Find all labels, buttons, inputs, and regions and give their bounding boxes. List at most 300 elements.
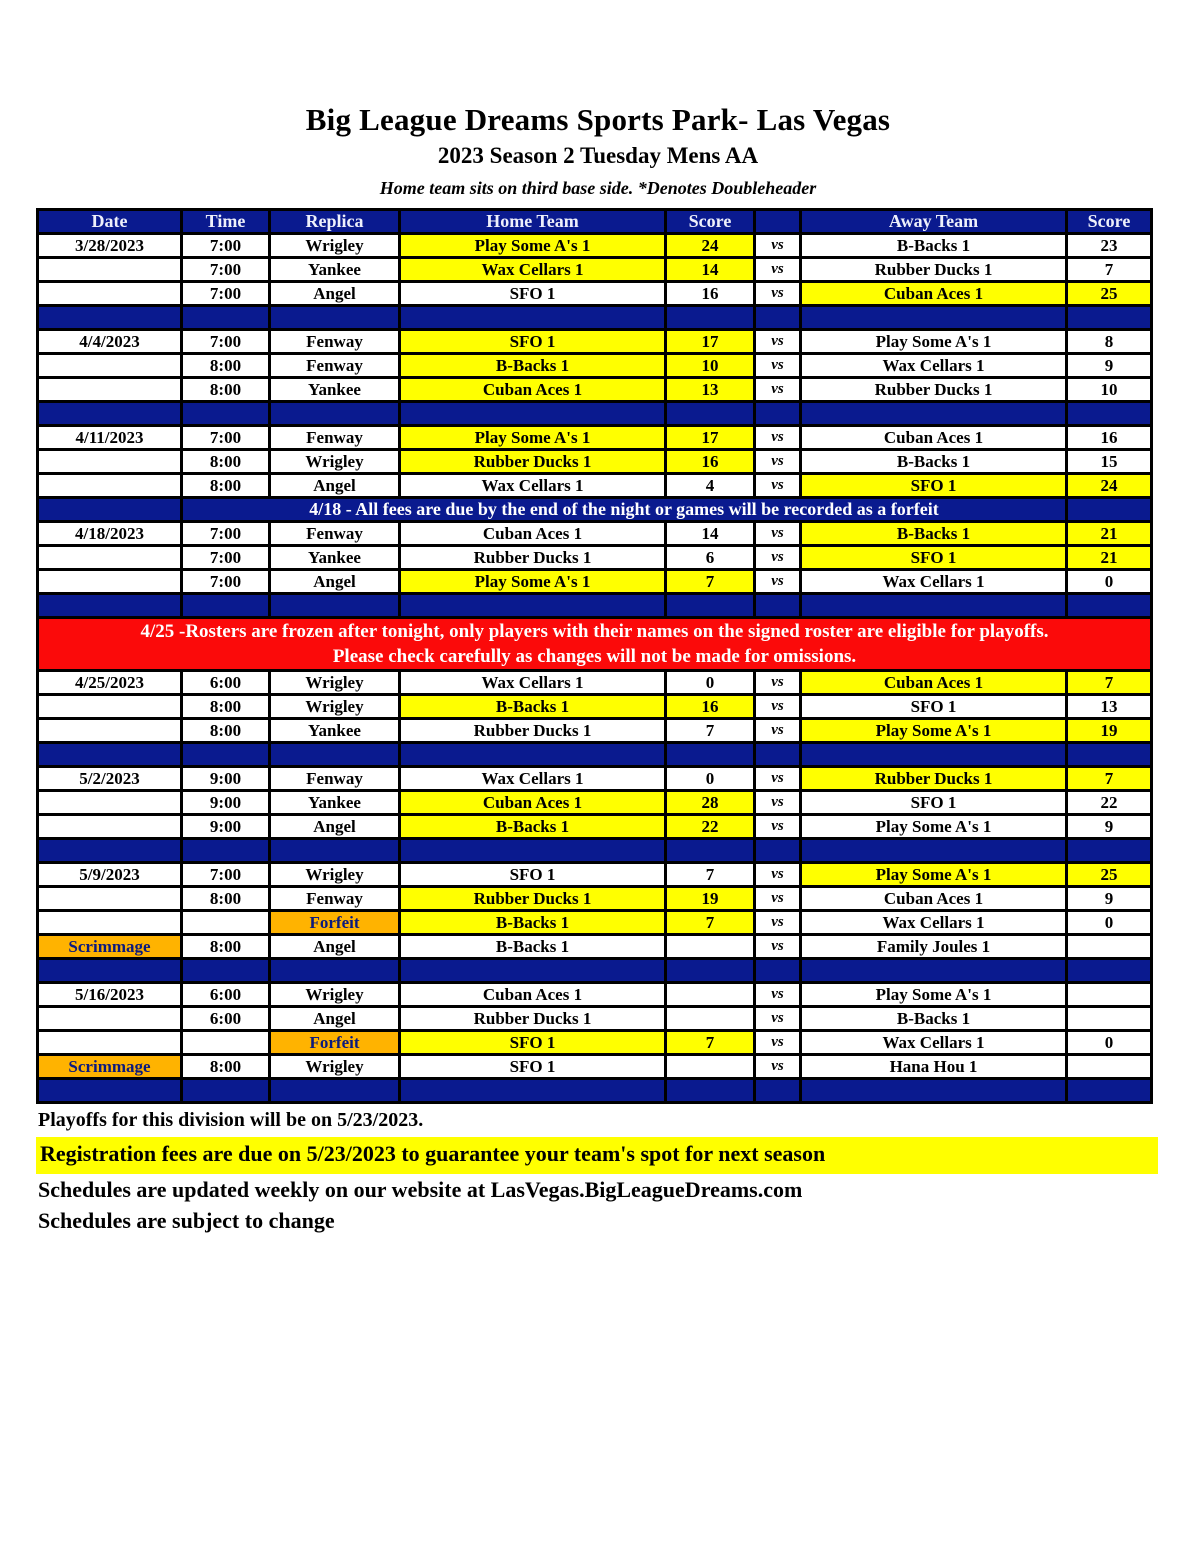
replica-cell: Fenway xyxy=(270,426,400,450)
date-cell xyxy=(38,450,182,474)
vs-cell: vs xyxy=(755,426,801,450)
away-team-cell: Wax Cellars 1 xyxy=(801,1031,1067,1055)
date-cell xyxy=(38,695,182,719)
game-row xyxy=(38,767,1152,791)
vs-cell: vs xyxy=(755,474,801,498)
away-team-cell: Hana Hou 1 xyxy=(801,1055,1067,1079)
away-team-cell: Rubber Ducks 1 xyxy=(801,378,1067,402)
time-cell: 7:00 xyxy=(182,546,270,570)
home-score-cell: 16 xyxy=(666,450,755,474)
replica-cell: Angel xyxy=(270,282,400,306)
separator-cell xyxy=(755,594,801,618)
home-team-cell: Rubber Ducks 1 xyxy=(400,546,666,570)
away-team-cell: Family Joules 1 xyxy=(801,935,1067,959)
home-score-cell: 16 xyxy=(666,695,755,719)
home-score-cell: 7 xyxy=(666,863,755,887)
home-team-cell: B-Backs 1 xyxy=(400,935,666,959)
separator-cell xyxy=(801,402,1067,426)
separator-cell xyxy=(1067,1079,1152,1103)
away-team-cell: Wax Cellars 1 xyxy=(801,354,1067,378)
time-cell: 7:00 xyxy=(182,258,270,282)
time-cell: 9:00 xyxy=(182,815,270,839)
game-row xyxy=(38,983,1152,1007)
date-cell: 5/9/2023 xyxy=(38,863,182,887)
home-score-cell: 7 xyxy=(666,570,755,594)
time-cell xyxy=(182,1031,270,1055)
notice-spacer-cell xyxy=(1067,498,1152,522)
separator-cell xyxy=(801,743,1067,767)
game-row xyxy=(38,522,1152,546)
away-score-cell xyxy=(1067,983,1152,1007)
replica-cell: Fenway xyxy=(270,354,400,378)
away-score-cell: 21 xyxy=(1067,546,1152,570)
away-score-cell xyxy=(1067,1055,1152,1079)
replica-cell: Wrigley xyxy=(270,863,400,887)
away-score-cell: 23 xyxy=(1067,234,1152,258)
away-team-cell: SFO 1 xyxy=(801,695,1067,719)
date-cell xyxy=(38,1031,182,1055)
time-cell: 6:00 xyxy=(182,671,270,695)
column-header-away-team-away: Away Team xyxy=(801,210,1067,234)
separator-cell xyxy=(182,959,270,983)
roster-alert-line: Please check carefully as changes will not be made for omissions. xyxy=(332,646,857,667)
home-team-cell: Play Some A's 1 xyxy=(400,570,666,594)
column-header-vs-spacer xyxy=(755,210,801,234)
separator-cell xyxy=(38,743,182,767)
home-team-cell: SFO 1 xyxy=(400,330,666,354)
game-row xyxy=(38,1055,1152,1079)
separator-row xyxy=(38,594,1152,618)
date-cell xyxy=(38,911,182,935)
away-score-cell: 7 xyxy=(1067,671,1152,695)
notice-spacer-cell xyxy=(38,498,182,522)
separator-cell xyxy=(755,1079,801,1103)
home-team-cell: B-Backs 1 xyxy=(400,815,666,839)
separator-cell xyxy=(1067,743,1152,767)
home-team-cell: Wax Cellars 1 xyxy=(400,767,666,791)
home-score-cell: 14 xyxy=(666,522,755,546)
home-score-cell: 17 xyxy=(666,426,755,450)
forfeit-label-cell: Forfeit xyxy=(270,1031,400,1055)
game-row xyxy=(38,474,1152,498)
time-cell: 9:00 xyxy=(182,767,270,791)
separator-cell xyxy=(182,743,270,767)
home-team-cell: SFO 1 xyxy=(400,1055,666,1079)
roster-alert xyxy=(38,618,1152,671)
date-cell: 4/25/2023 xyxy=(38,671,182,695)
home-team-cell: Wax Cellars 1 xyxy=(400,258,666,282)
separator-row xyxy=(38,743,1152,767)
separator-cell xyxy=(38,594,182,618)
separator-cell xyxy=(666,306,755,330)
game-row xyxy=(38,1007,1152,1031)
home-score-cell: 6 xyxy=(666,546,755,570)
game-row xyxy=(38,426,1152,450)
home-score-cell: 24 xyxy=(666,234,755,258)
replica-cell: Wrigley xyxy=(270,695,400,719)
time-cell: 8:00 xyxy=(182,695,270,719)
replica-cell: Fenway xyxy=(270,767,400,791)
vs-cell: vs xyxy=(755,378,801,402)
playoffs-note: Playoffs for this division will be on 5/23/2023. xyxy=(38,1109,424,1131)
date-cell xyxy=(38,719,182,743)
separator-cell xyxy=(182,839,270,863)
table-body xyxy=(38,234,1152,1103)
home-team-cell: B-Backs 1 xyxy=(400,695,666,719)
game-row xyxy=(38,546,1152,570)
separator-cell xyxy=(400,839,666,863)
vs-cell: vs xyxy=(755,450,801,474)
away-score-cell: 0 xyxy=(1067,570,1152,594)
separator-cell xyxy=(270,306,400,330)
away-score-cell: 10 xyxy=(1067,378,1152,402)
date-cell xyxy=(38,282,182,306)
separator-cell xyxy=(801,594,1067,618)
replica-cell: Fenway xyxy=(270,522,400,546)
time-cell xyxy=(182,911,270,935)
separator-cell xyxy=(666,743,755,767)
home-team-cell: B-Backs 1 xyxy=(400,911,666,935)
home-team-cell: Rubber Ducks 1 xyxy=(400,887,666,911)
home-score-cell: 22 xyxy=(666,815,755,839)
time-cell: 7:00 xyxy=(182,522,270,546)
separator-row xyxy=(38,306,1152,330)
home-score-cell: 14 xyxy=(666,258,755,282)
header-row xyxy=(38,210,1152,234)
separator-cell xyxy=(270,1079,400,1103)
away-team-cell: Play Some A's 1 xyxy=(801,719,1067,743)
home-team-cell: SFO 1 xyxy=(400,1031,666,1055)
separator-cell xyxy=(400,306,666,330)
vs-cell: vs xyxy=(755,719,801,743)
separator-cell xyxy=(801,306,1067,330)
home-team-cell: Rubber Ducks 1 xyxy=(400,719,666,743)
subject-note: Schedules are subject to change xyxy=(38,1208,335,1233)
separator-cell xyxy=(1067,306,1152,330)
separator-cell xyxy=(270,959,400,983)
date-cell xyxy=(38,378,182,402)
home-score-cell xyxy=(666,1007,755,1031)
column-header-replica: Replica xyxy=(270,210,400,234)
game-row xyxy=(38,935,1152,959)
home-score-cell: 28 xyxy=(666,791,755,815)
away-team-cell: Wax Cellars 1 xyxy=(801,911,1067,935)
game-row xyxy=(38,258,1152,282)
date-cell xyxy=(38,815,182,839)
date-cell: 5/2/2023 xyxy=(38,767,182,791)
away-score-cell: 22 xyxy=(1067,791,1152,815)
vs-cell: vs xyxy=(755,1031,801,1055)
home-score-cell: 7 xyxy=(666,911,755,935)
column-header-score: Score xyxy=(666,210,755,234)
vs-cell: vs xyxy=(755,282,801,306)
column-header-time: Time xyxy=(182,210,270,234)
vs-cell: vs xyxy=(755,1055,801,1079)
replica-cell: Yankee xyxy=(270,258,400,282)
away-score-cell: 7 xyxy=(1067,258,1152,282)
away-team-cell: Rubber Ducks 1 xyxy=(801,258,1067,282)
away-team-cell: Cuban Aces 1 xyxy=(801,426,1067,450)
date-cell: 4/11/2023 xyxy=(38,426,182,450)
vs-cell: vs xyxy=(755,911,801,935)
separator-cell xyxy=(801,1079,1067,1103)
time-cell: 7:00 xyxy=(182,426,270,450)
away-score-cell: 25 xyxy=(1067,863,1152,887)
away-score-cell: 19 xyxy=(1067,719,1152,743)
notice-row xyxy=(38,498,1152,522)
time-cell: 8:00 xyxy=(182,474,270,498)
scrimmage-label-cell: Scrimmage xyxy=(38,935,182,959)
separator-cell xyxy=(38,1079,182,1103)
registration-note: Registration fees are due on 5/23/2023 to guarantee your team's spot for next season xyxy=(36,1137,1158,1174)
game-row xyxy=(38,911,1152,935)
away-team-cell: Cuban Aces 1 xyxy=(801,282,1067,306)
away-team-cell: Play Some A's 1 xyxy=(801,330,1067,354)
replica-cell: Fenway xyxy=(270,330,400,354)
replica-cell: Yankee xyxy=(270,378,400,402)
game-row xyxy=(38,330,1152,354)
away-team-cell: Rubber Ducks 1 xyxy=(801,767,1067,791)
separator-cell xyxy=(270,839,400,863)
vs-cell: vs xyxy=(755,330,801,354)
separator-cell xyxy=(400,402,666,426)
home-score-cell: 7 xyxy=(666,719,755,743)
home-score-cell: 10 xyxy=(666,354,755,378)
separator-cell xyxy=(182,402,270,426)
home-score-cell xyxy=(666,935,755,959)
separator-cell xyxy=(1067,402,1152,426)
time-cell: 7:00 xyxy=(182,234,270,258)
home-team-cell: Cuban Aces 1 xyxy=(400,791,666,815)
game-row xyxy=(38,791,1152,815)
replica-cell: Wrigley xyxy=(270,1055,400,1079)
column-header-home-team: Home Team xyxy=(400,210,666,234)
vs-cell: vs xyxy=(755,767,801,791)
replica-cell: Yankee xyxy=(270,546,400,570)
replica-cell: Angel xyxy=(270,935,400,959)
home-score-cell: 4 xyxy=(666,474,755,498)
replica-cell: Yankee xyxy=(270,719,400,743)
page-subtitle: 2023 Season 2 Tuesday Mens AA xyxy=(437,143,759,168)
column-header-score-away: Score xyxy=(1067,210,1152,234)
replica-cell: Wrigley xyxy=(270,671,400,695)
separator-cell xyxy=(755,959,801,983)
vs-cell: vs xyxy=(755,234,801,258)
separator-row xyxy=(38,959,1152,983)
game-row xyxy=(38,450,1152,474)
time-cell: 7:00 xyxy=(182,282,270,306)
away-score-cell: 24 xyxy=(1067,474,1152,498)
time-cell: 8:00 xyxy=(182,1055,270,1079)
date-cell: 4/18/2023 xyxy=(38,522,182,546)
game-row xyxy=(38,234,1152,258)
home-team-cell: Play Some A's 1 xyxy=(400,426,666,450)
separator-cell xyxy=(400,594,666,618)
separator-cell xyxy=(400,959,666,983)
separator-cell xyxy=(801,839,1067,863)
separator-cell xyxy=(666,839,755,863)
separator-cell xyxy=(270,402,400,426)
away-team-cell: Play Some A's 1 xyxy=(801,815,1067,839)
table-header xyxy=(38,210,1152,234)
time-cell: 8:00 xyxy=(182,719,270,743)
fees-notice: 4/18 - All fees are due by the end of the night or games will be recorded as a forfeit xyxy=(182,498,1067,522)
time-cell: 8:00 xyxy=(182,887,270,911)
home-team-cell: Rubber Ducks 1 xyxy=(400,1007,666,1031)
home-team-cell: Wax Cellars 1 xyxy=(400,671,666,695)
away-score-cell: 25 xyxy=(1067,282,1152,306)
home-team-cell: Cuban Aces 1 xyxy=(400,522,666,546)
game-row xyxy=(38,887,1152,911)
away-team-cell: SFO 1 xyxy=(801,546,1067,570)
away-score-cell xyxy=(1067,935,1152,959)
separator-cell xyxy=(755,743,801,767)
time-cell: 6:00 xyxy=(182,983,270,1007)
date-cell xyxy=(38,258,182,282)
away-team-cell: Play Some A's 1 xyxy=(801,983,1067,1007)
vs-cell: vs xyxy=(755,815,801,839)
date-cell: 3/28/2023 xyxy=(38,234,182,258)
time-cell: 7:00 xyxy=(182,570,270,594)
separator-cell xyxy=(38,839,182,863)
scrimmage-label-cell: Scrimmage xyxy=(38,1055,182,1079)
replica-cell: Angel xyxy=(270,1007,400,1031)
date-cell xyxy=(38,887,182,911)
vs-cell: vs xyxy=(755,354,801,378)
vs-cell: vs xyxy=(755,671,801,695)
home-score-cell: 0 xyxy=(666,671,755,695)
date-cell: 5/16/2023 xyxy=(38,983,182,1007)
home-score-cell: 17 xyxy=(666,330,755,354)
website-note: Schedules are updated weekly on our website at LasVegas.BigLeagueDreams.com xyxy=(38,1177,803,1202)
away-score-cell: 13 xyxy=(1067,695,1152,719)
roster-alert-line: 4/25 -Rosters are frozen after tonight, only players with their names on the signed roster are eligible for playoffs. xyxy=(140,621,1049,642)
away-score-cell: 15 xyxy=(1067,450,1152,474)
time-cell: 9:00 xyxy=(182,791,270,815)
game-row xyxy=(38,570,1152,594)
away-score-cell: 0 xyxy=(1067,911,1152,935)
home-team-cell: Wax Cellars 1 xyxy=(400,474,666,498)
replica-cell: Wrigley xyxy=(270,450,400,474)
separator-cell xyxy=(400,1079,666,1103)
home-team-cell: Play Some A's 1 xyxy=(400,234,666,258)
vs-cell: vs xyxy=(755,935,801,959)
separator-cell xyxy=(666,1079,755,1103)
away-team-cell: SFO 1 xyxy=(801,791,1067,815)
separator-cell xyxy=(182,306,270,330)
replica-cell: Yankee xyxy=(270,791,400,815)
time-cell: 7:00 xyxy=(182,330,270,354)
separator-cell xyxy=(1067,594,1152,618)
home-team-cell: Cuban Aces 1 xyxy=(400,983,666,1007)
date-cell: 4/4/2023 xyxy=(38,330,182,354)
time-cell: 8:00 xyxy=(182,354,270,378)
game-row xyxy=(38,378,1152,402)
vs-cell: vs xyxy=(755,887,801,911)
away-team-cell: Cuban Aces 1 xyxy=(801,671,1067,695)
replica-cell: Angel xyxy=(270,570,400,594)
away-team-cell: B-Backs 1 xyxy=(801,450,1067,474)
away-score-cell: 9 xyxy=(1067,887,1152,911)
away-team-cell: Play Some A's 1 xyxy=(801,863,1067,887)
date-cell xyxy=(38,1007,182,1031)
game-row xyxy=(38,863,1152,887)
game-row xyxy=(38,354,1152,378)
time-cell: 8:00 xyxy=(182,935,270,959)
game-row xyxy=(38,1031,1152,1055)
home-team-cell: SFO 1 xyxy=(400,282,666,306)
separator-cell xyxy=(666,402,755,426)
date-cell xyxy=(38,354,182,378)
separator-cell xyxy=(400,743,666,767)
away-team-cell: SFO 1 xyxy=(801,474,1067,498)
vs-cell: vs xyxy=(755,791,801,815)
game-row xyxy=(38,719,1152,743)
date-cell xyxy=(38,791,182,815)
away-score-cell xyxy=(1067,1007,1152,1031)
away-score-cell: 16 xyxy=(1067,426,1152,450)
home-team-cell: B-Backs 1 xyxy=(400,354,666,378)
separator-cell xyxy=(755,306,801,330)
replica-cell: Angel xyxy=(270,474,400,498)
schedule-table xyxy=(36,208,1153,1104)
vs-cell: vs xyxy=(755,546,801,570)
away-team-cell: B-Backs 1 xyxy=(801,234,1067,258)
separator-cell xyxy=(755,402,801,426)
replica-cell: Fenway xyxy=(270,887,400,911)
home-team-cell: SFO 1 xyxy=(400,863,666,887)
separator-cell xyxy=(1067,839,1152,863)
home-score-cell: 16 xyxy=(666,282,755,306)
time-cell: 7:00 xyxy=(182,863,270,887)
replica-cell: Angel xyxy=(270,815,400,839)
separator-cell xyxy=(38,959,182,983)
game-row xyxy=(38,282,1152,306)
away-team-cell: Cuban Aces 1 xyxy=(801,887,1067,911)
home-team-note: Home team sits on third base side. *Denotes Doubleheader xyxy=(379,178,817,198)
separator-cell xyxy=(270,594,400,618)
date-cell xyxy=(38,546,182,570)
away-team-cell: Wax Cellars 1 xyxy=(801,570,1067,594)
separator-cell xyxy=(38,402,182,426)
separator-row xyxy=(38,1079,1152,1103)
separator-row xyxy=(38,402,1152,426)
time-cell: 8:00 xyxy=(182,378,270,402)
date-cell xyxy=(38,570,182,594)
away-score-cell: 7 xyxy=(1067,767,1152,791)
separator-cell xyxy=(1067,959,1152,983)
vs-cell: vs xyxy=(755,983,801,1007)
game-row xyxy=(38,815,1152,839)
away-score-cell: 0 xyxy=(1067,1031,1152,1055)
separator-cell xyxy=(38,306,182,330)
away-score-cell: 8 xyxy=(1067,330,1152,354)
home-team-cell: Rubber Ducks 1 xyxy=(400,450,666,474)
game-row xyxy=(38,671,1152,695)
away-score-cell: 9 xyxy=(1067,815,1152,839)
home-score-cell xyxy=(666,1055,755,1079)
home-team-cell: Cuban Aces 1 xyxy=(400,378,666,402)
separator-cell xyxy=(182,594,270,618)
home-score-cell: 19 xyxy=(666,887,755,911)
home-score-cell xyxy=(666,983,755,1007)
time-cell: 8:00 xyxy=(182,450,270,474)
separator-cell xyxy=(666,594,755,618)
time-cell: 6:00 xyxy=(182,1007,270,1031)
home-score-cell: 7 xyxy=(666,1031,755,1055)
vs-cell: vs xyxy=(755,695,801,719)
separator-cell xyxy=(270,743,400,767)
